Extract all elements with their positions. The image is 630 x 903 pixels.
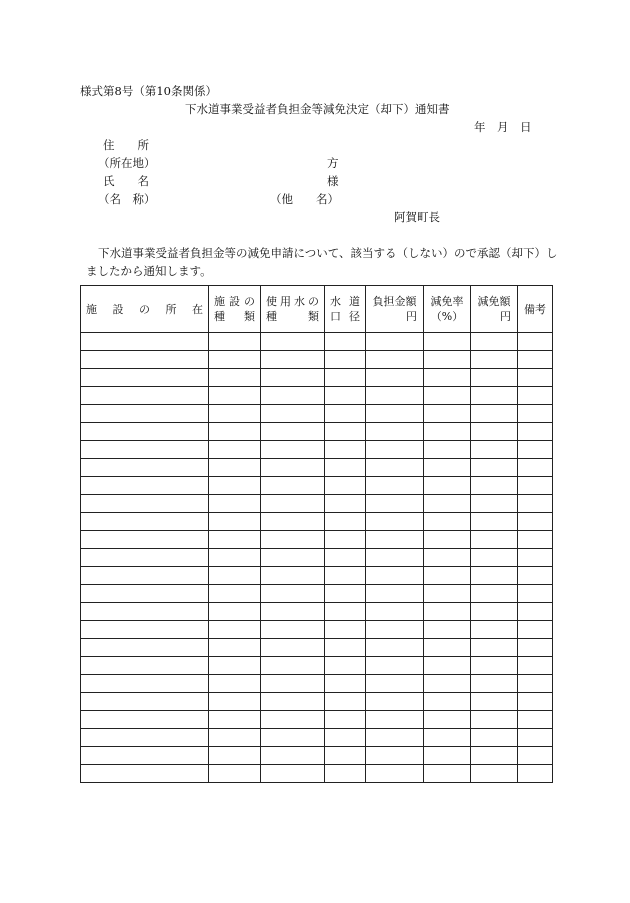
table-cell	[518, 477, 553, 495]
table-cell	[81, 333, 209, 351]
table-cell	[325, 603, 366, 621]
table-cell	[518, 765, 553, 783]
table-cell	[81, 441, 209, 459]
body-text-line-1: 下水道事業受益者負担金等の減免申請について、該当する（しない）ので承認（却下）し	[98, 246, 558, 260]
table-cell	[81, 693, 209, 711]
table-cell	[81, 711, 209, 729]
table-row	[81, 369, 553, 387]
table-cell	[261, 333, 325, 351]
table-cell	[325, 657, 366, 675]
table-cell	[366, 585, 424, 603]
table-cell	[209, 567, 261, 585]
table-cell	[424, 747, 471, 765]
table-cell	[81, 567, 209, 585]
table-cell	[261, 747, 325, 765]
table-cell	[366, 369, 424, 387]
table-cell	[325, 495, 366, 513]
table-cell	[424, 351, 471, 369]
table-cell	[366, 477, 424, 495]
table-cell	[81, 765, 209, 783]
table-cell	[261, 585, 325, 603]
table-cell	[261, 693, 325, 711]
table-cell	[518, 675, 553, 693]
table-cell	[325, 567, 366, 585]
table-cell	[366, 423, 424, 441]
table-cell	[424, 693, 471, 711]
table-cell	[325, 729, 366, 747]
table-cell	[471, 729, 518, 747]
address-label: 住 所	[103, 138, 149, 152]
table-cell	[261, 657, 325, 675]
table-cell	[325, 513, 366, 531]
table-cell	[261, 711, 325, 729]
table-row	[81, 603, 553, 621]
table-cell	[424, 567, 471, 585]
body-text-line-2: ましたから通知します。	[86, 264, 212, 278]
issuer-name: 阿賀町長	[394, 210, 440, 224]
table-row	[81, 657, 553, 675]
table-cell	[325, 549, 366, 567]
table-cell	[424, 639, 471, 657]
table-cell	[81, 621, 209, 639]
table-cell	[209, 369, 261, 387]
table-row	[81, 423, 553, 441]
table-cell	[81, 549, 209, 567]
table-cell	[209, 351, 261, 369]
table-row	[81, 585, 553, 603]
table-row	[81, 405, 553, 423]
table-cell	[471, 351, 518, 369]
table-cell	[366, 747, 424, 765]
table-cell	[209, 711, 261, 729]
sama-label: 様	[327, 174, 339, 188]
table-cell	[471, 531, 518, 549]
table-cell	[518, 693, 553, 711]
table-cell	[518, 423, 553, 441]
table-cell	[325, 531, 366, 549]
table-cell	[325, 387, 366, 405]
table-cell	[325, 441, 366, 459]
table-cell	[471, 495, 518, 513]
document-title: 下水道事業受益者負担金等減免決定（却下）通知書	[185, 102, 450, 116]
table-cell	[209, 477, 261, 495]
address-sub-label: （所在地）	[98, 156, 156, 170]
table-cell	[209, 747, 261, 765]
table-cell	[209, 513, 261, 531]
table-cell	[471, 639, 518, 657]
header-remarks: 備考	[518, 286, 553, 333]
date-line: 年 月 日	[474, 120, 532, 134]
table-cell	[81, 351, 209, 369]
table-cell	[261, 387, 325, 405]
table-cell	[325, 351, 366, 369]
table-cell	[518, 513, 553, 531]
table-cell	[325, 405, 366, 423]
table-cell	[518, 711, 553, 729]
header-reduction-amount: 減免額 円	[471, 286, 518, 333]
table-cell	[424, 441, 471, 459]
table-cell	[424, 675, 471, 693]
table-cell	[471, 711, 518, 729]
table-cell	[366, 765, 424, 783]
table-cell	[518, 747, 553, 765]
header-water-pipe-diameter: 水 道 口 径	[325, 286, 366, 333]
table-cell	[471, 747, 518, 765]
table-cell	[261, 729, 325, 747]
table-cell	[424, 369, 471, 387]
table-cell	[471, 765, 518, 783]
table-row	[81, 351, 553, 369]
table-cell	[366, 729, 424, 747]
table-cell	[518, 639, 553, 657]
table-cell	[209, 423, 261, 441]
table-cell	[209, 549, 261, 567]
form-number: 様式第8号（第10条関係）	[80, 84, 217, 98]
table-cell	[366, 387, 424, 405]
fee-table	[80, 285, 553, 783]
table-cell	[366, 549, 424, 567]
other-count-label: （他 名）	[270, 192, 339, 206]
table-cell	[471, 693, 518, 711]
table-cell	[518, 387, 553, 405]
table-cell	[325, 711, 366, 729]
header-reduction-rate: 減免率 （%）	[424, 286, 471, 333]
table-row	[81, 693, 553, 711]
table-row	[81, 333, 553, 351]
table-cell	[424, 477, 471, 495]
table-cell	[81, 639, 209, 657]
table-row	[81, 513, 553, 531]
table-row	[81, 729, 553, 747]
table-cell	[209, 333, 261, 351]
table-cell	[366, 459, 424, 477]
table-cell	[209, 765, 261, 783]
table-cell	[471, 585, 518, 603]
table-row	[81, 495, 553, 513]
table-cell	[518, 549, 553, 567]
table-row	[81, 531, 553, 549]
table-row	[81, 387, 553, 405]
table-cell	[261, 567, 325, 585]
table-cell	[209, 621, 261, 639]
table-cell	[209, 531, 261, 549]
table-cell	[518, 369, 553, 387]
table-cell	[471, 513, 518, 531]
table-cell	[261, 621, 325, 639]
table-cell	[518, 567, 553, 585]
table-cell	[325, 333, 366, 351]
table-cell	[518, 621, 553, 639]
table-cell	[424, 495, 471, 513]
table-cell	[424, 423, 471, 441]
table-cell	[209, 495, 261, 513]
table-cell	[424, 531, 471, 549]
table-cell	[471, 621, 518, 639]
table-cell	[81, 729, 209, 747]
table-cell	[209, 459, 261, 477]
table-cell	[366, 639, 424, 657]
table-cell	[81, 513, 209, 531]
table-cell	[325, 585, 366, 603]
table-cell	[518, 657, 553, 675]
table-cell	[424, 657, 471, 675]
table-cell	[424, 729, 471, 747]
table-cell	[209, 585, 261, 603]
table-cell	[518, 531, 553, 549]
table-cell	[471, 549, 518, 567]
table-cell	[261, 765, 325, 783]
table-cell	[81, 747, 209, 765]
table-row	[81, 621, 553, 639]
table-cell	[261, 603, 325, 621]
header-facility-location: 施 設 の 所 在	[81, 286, 209, 333]
table-cell	[261, 549, 325, 567]
table-cell	[518, 459, 553, 477]
table-row	[81, 441, 553, 459]
table-cell	[471, 333, 518, 351]
table-cell	[81, 387, 209, 405]
table-cell	[261, 405, 325, 423]
table-cell	[518, 351, 553, 369]
table-cell	[366, 495, 424, 513]
table-cell	[261, 477, 325, 495]
table-cell	[261, 441, 325, 459]
header-water-type: 使 用 水 の 種 類	[261, 286, 325, 333]
name-label: 氏 名	[103, 174, 149, 188]
table-cell	[81, 675, 209, 693]
table-cell	[209, 675, 261, 693]
table-cell	[261, 369, 325, 387]
table-cell	[81, 405, 209, 423]
table-row	[81, 711, 553, 729]
table-cell	[325, 369, 366, 387]
table-cell	[81, 603, 209, 621]
table-cell	[424, 621, 471, 639]
table-cell	[471, 405, 518, 423]
table-cell	[366, 513, 424, 531]
table-cell	[471, 387, 518, 405]
table-cell	[366, 693, 424, 711]
table-cell	[518, 441, 553, 459]
table-cell	[261, 513, 325, 531]
table-cell	[81, 423, 209, 441]
table-cell	[471, 459, 518, 477]
table-cell	[424, 405, 471, 423]
table-cell	[424, 387, 471, 405]
table-cell	[424, 549, 471, 567]
table-cell	[261, 351, 325, 369]
table-cell	[471, 477, 518, 495]
table-cell	[366, 675, 424, 693]
table-cell	[325, 747, 366, 765]
table-cell	[209, 441, 261, 459]
table-cell	[518, 333, 553, 351]
table-cell	[81, 585, 209, 603]
table-cell	[325, 675, 366, 693]
table-cell	[261, 531, 325, 549]
table-cell	[518, 585, 553, 603]
table-cell	[518, 729, 553, 747]
table-cell	[209, 639, 261, 657]
name-sub-label: （名 称）	[98, 192, 156, 206]
table-row	[81, 765, 553, 783]
table-cell	[471, 567, 518, 585]
table-row	[81, 675, 553, 693]
table-cell	[325, 423, 366, 441]
table-cell	[325, 477, 366, 495]
table-cell	[261, 675, 325, 693]
table-cell	[209, 693, 261, 711]
table-cell	[471, 423, 518, 441]
table-cell	[81, 531, 209, 549]
table-cell	[424, 765, 471, 783]
table-row	[81, 747, 553, 765]
table-cell	[261, 639, 325, 657]
table-cell	[81, 657, 209, 675]
table-cell	[366, 657, 424, 675]
table-cell	[424, 513, 471, 531]
table-cell	[471, 369, 518, 387]
header-charge-amount: 負担金額 円	[366, 286, 424, 333]
table-row	[81, 459, 553, 477]
table-cell	[471, 603, 518, 621]
table-cell	[81, 369, 209, 387]
table-cell	[325, 765, 366, 783]
table-cell	[261, 459, 325, 477]
table-cell	[366, 333, 424, 351]
table-cell	[366, 603, 424, 621]
table-cell	[518, 405, 553, 423]
table-cell	[366, 405, 424, 423]
kata-label: 方	[327, 156, 339, 170]
table-cell	[81, 495, 209, 513]
table-cell	[424, 459, 471, 477]
table-cell	[366, 567, 424, 585]
table-cell	[471, 657, 518, 675]
table-cell	[366, 441, 424, 459]
table-row	[81, 567, 553, 585]
table-row	[81, 549, 553, 567]
table-cell	[518, 495, 553, 513]
table-cell	[424, 711, 471, 729]
table-row	[81, 477, 553, 495]
table-cell	[471, 675, 518, 693]
table-cell	[81, 459, 209, 477]
table-cell	[261, 423, 325, 441]
table-cell	[81, 477, 209, 495]
table-cell	[424, 585, 471, 603]
table-cell	[209, 657, 261, 675]
table-row	[81, 639, 553, 657]
table-cell	[261, 495, 325, 513]
table-cell	[366, 531, 424, 549]
table-cell	[325, 693, 366, 711]
table-cell	[366, 351, 424, 369]
table-cell	[325, 639, 366, 657]
table-cell	[325, 459, 366, 477]
table-cell	[424, 333, 471, 351]
table-cell	[209, 729, 261, 747]
table-cell	[209, 387, 261, 405]
table-cell	[209, 603, 261, 621]
table-cell	[518, 603, 553, 621]
header-facility-type: 施 設 の 種 類	[209, 286, 261, 333]
table-cell	[471, 441, 518, 459]
table-cell	[424, 603, 471, 621]
table-header-row	[81, 286, 553, 333]
table-cell	[366, 711, 424, 729]
table-cell	[325, 621, 366, 639]
table-cell	[209, 405, 261, 423]
table-cell	[366, 621, 424, 639]
